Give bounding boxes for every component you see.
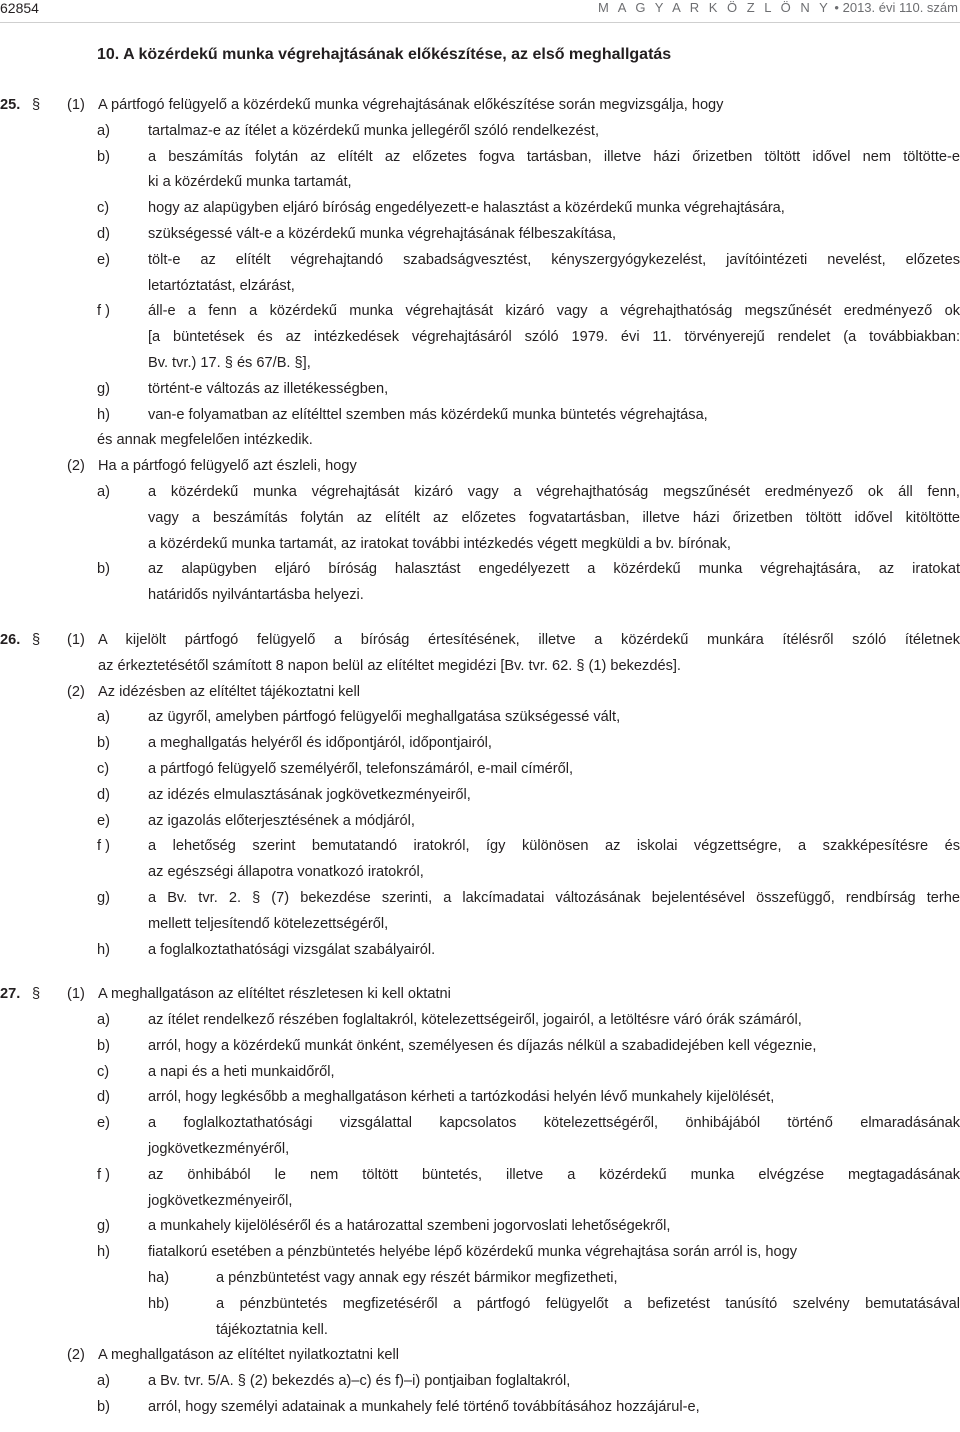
line-text: [a büntetések és az intézkedések végrehajtásáról szóló 1979. évi 11. törvényerejű rendelet (a továbbiakban: [148,329,960,346]
subsection-number: (1) [67,631,85,648]
line-text: a foglalkoztathatósági vizsgálattal kapcsolatos kötelezettségéről, önhibájából történő elmaradásának [148,1115,960,1132]
item-letter: b) [97,148,110,165]
running-header [598,0,958,16]
line-text: jogkövetkezményéről, [148,1141,290,1158]
item-letter: hb) [148,1295,170,1312]
text-line [0,454,960,480]
text-line [0,912,960,938]
line-text: az ítélet rendelkező részében foglaltakról, kötelezettségeiről, jogairól, a letöltésre váró órák számáról, [148,1012,802,1029]
line-text: ki a közérdekű munka tartamát, [148,174,352,191]
item-letter: c) [97,200,110,217]
item-letter: d) [97,225,110,242]
text-line [0,628,960,654]
line-text: A meghallgatáson az elítéltet nyilatkoztatni kell [98,1347,399,1364]
text-line [0,351,960,377]
text-line [0,1137,960,1163]
line-text: vagy a beszámítás folytán az elítélt az előzetes fogvatartásban, illetve házi őrizetben töltött idővel kitöltötte [148,509,960,526]
text-line [0,1189,960,1215]
text-line [0,480,960,506]
text-line [0,325,960,351]
text-line [0,783,960,809]
issue-number: 2013. évi 110. szám [842,0,958,15]
item-letter: d) [97,1089,110,1106]
line-text: A kijelölt pártfogó felügyelő a bíróság értesítésének, illetve a közérdekű munkára ítélésről szóló ítéletnek [98,631,960,648]
line-text: az érkeztetésétől számított 8 napon belül az elítéltet megidézi [Bv. tvr. 62. § (1) bekezdés]. [98,657,681,674]
paragraph-number: 27. [0,986,21,1003]
text-line [0,834,960,860]
subsection-number: (1) [67,986,85,1003]
subsection-number: (2) [67,458,85,475]
line-text: Bv. tvr.) 17. § és 67/B. §], [148,354,311,371]
line-text: a Bv. tvr. 5/A. § (2) bekezdés a)–c) és f)–i) pontjaiban foglaltakról, [148,1373,571,1390]
line-text: tölt-e az elítélt végrehajtandó szabadságvesztést, kényszergyógykezelést, javítóintézeti nevelést, előzetes [148,251,960,268]
line-text: az igazolás előterjesztésének a módjáról, [148,812,415,829]
header-rule [0,22,960,23]
line-text: mellett teljesítendő kötelezettségéről, [148,915,389,932]
text-line [0,377,960,403]
text-line [0,299,960,325]
line-text: a meghallgatás helyéről és időpontjáról, időpontjairól, [148,735,492,752]
line-text: van-e folyamatban az elítélttel szemben más közérdekű munka büntetés végrehajtása, [148,406,708,423]
text-line [0,403,960,429]
text-line [0,731,960,757]
text-line [0,557,960,583]
item-letter: e) [97,812,110,829]
text-line [0,886,960,912]
item-letter: e) [97,251,110,268]
line-text: a Bv. tvr. 2. § (7) bekezdése szerinti, a lakcímadatai változásának bejelentésével összefüggő, rendbírság terhe [148,889,960,906]
subsection-number: (1) [67,97,85,113]
text-line [0,860,960,886]
text-line [0,196,960,222]
text-line [0,809,960,835]
item-letter: g) [97,380,110,397]
item-letter: h) [97,941,110,958]
section-sign: § [32,97,41,113]
text-line [0,506,960,532]
item-letter: a) [97,483,110,500]
item-letter: b) [97,735,110,752]
text-line [0,654,960,680]
line-text: az ügyről, amelyben pártfogó felügyelői meghallgatása szükségessé vált, [148,709,621,726]
section-sign: § [32,631,41,648]
line-text: fiatalkorú esetében a pénzbüntetés helyébe lépő közérdekű munka végrehajtása során arról is, hogy [148,1244,798,1261]
line-text: a pártfogó felügyelő személyéről, telefonszámáról, e-mail címéről, [148,760,574,777]
line-text: a lehetőség szerint bemutatandó iratokról, így különösen az iskolai végzettségre, a szakképesítésre és [148,838,960,855]
item-letter: a) [97,1012,110,1029]
item-letter: g) [97,1218,110,1235]
item-letter: b) [97,1399,110,1416]
paragraph-number: 25. [0,97,21,113]
section-title: 10. A közérdekű munka végrehajtásának előkészítése, az első meghallgatás [97,46,672,63]
subsection-number: (2) [67,1347,85,1364]
item-letter: e) [97,1115,110,1132]
text-line [0,1163,960,1189]
line-text: A pártfogó felügyelő a közérdekű munka végrehajtásának előkészítése során megvizsgálja, hogy [98,97,724,113]
item-letter: f ) [97,1166,110,1183]
journal-title: M A G Y A R K Ö Z L Ö N Y [598,0,831,15]
line-text: jogkövetkezményeiről, [148,1192,293,1209]
paragraph-number: 26. [0,631,21,648]
text-line [0,1085,960,1111]
text-line [0,532,960,558]
document-body [0,93,960,1421]
text-line [0,1343,960,1369]
text-line [0,757,960,783]
text-line [0,705,960,731]
line-text: A meghallgatáson az elítéltet részletesen ki kell oktatni [98,986,451,1003]
text-line [0,1214,960,1240]
line-text: tartalmaz-e az ítélet a közérdekű munka jellegéről szóló rendelkezést, [148,122,600,139]
line-text: Ha a pártfogó felügyelő azt észleli, hogy [98,458,357,475]
page-number: 62854 [0,0,39,16]
item-letter: c) [97,1063,110,1080]
line-text: a munkahely kijelöléséről és a határozattal szembeni jogorvoslati lehetőségekről, [148,1218,671,1235]
text-line [0,145,960,171]
text-line [0,222,960,248]
text-line [0,1240,960,1266]
item-letter: f ) [97,838,110,855]
text-line [0,1034,960,1060]
line-text: áll-e a fenn a közérdekű munka végrehajtását kizáró vagy a végrehajthatóság megszűnését eredményező ok [148,303,960,320]
closing-text: és annak megfelelően intézkedik. [97,432,313,449]
line-text: a pénzbüntetést vagy annak egy részét bármikor megfizetheti, [216,1270,618,1287]
line-text: történt-e változás az illetékességben, [148,380,389,397]
line-text: arról, hogy a közérdekű munkát önként, személyesen és díjazás nélkül a szabadidejében kell végeznie, [148,1037,817,1054]
line-text: szükségessé vált-e a közérdekű munka végrehajtásának félbeszakítása, [148,225,617,242]
line-text: arról, hogy személyi adatainak a munkahely felé történő továbbításához hozzájárul-e, [148,1399,700,1416]
line-text: Az idézésben az elítéltet tájékoztatni kell [98,683,361,700]
bullet-separator: • [834,0,839,15]
line-text: a beszámítás folytán az elítélt az előzetes fogva tartásban, illetve házi őrizetben töltött idővel nem töltötte-e [148,148,960,165]
text-line [0,1266,960,1292]
line-text: a közérdekű munka tartamát, az iratokat további intézkedés végett megküldi a bv. bírónak, [148,535,731,552]
text-line [0,1369,960,1395]
item-letter: a) [97,1373,110,1390]
item-letter: b) [97,561,110,578]
text-line [0,274,960,300]
item-letter: b) [97,1037,110,1054]
text-line [0,583,960,609]
item-letter: f ) [97,303,110,320]
text-line [0,170,960,196]
line-text: a napi és a heti munkaidőről, [148,1063,335,1080]
text-line [0,93,960,119]
item-letter: d) [97,786,110,803]
line-text: hogy az alapügyben eljáró bíróság engedélyezett-e halasztást a közérdekű munka végrehajtására, [148,200,785,217]
item-letter: ha) [148,1270,170,1287]
line-text: az egészségi állapotra vonatkozó iratokról, [148,864,424,881]
item-letter: h) [97,406,110,423]
text-line [0,938,960,964]
line-text: a közérdekű munka végrehajtását kizáró vagy a végrehajthatóság megszűnését eredményező ok áll fenn, [148,483,960,500]
subsection-number: (2) [67,683,85,700]
text-line [0,1008,960,1034]
text-line [0,1292,960,1318]
text-line [0,680,960,706]
item-letter: a) [97,709,110,726]
line-text: az idézés elmulasztásának jogkövetkezményeiről, [148,786,471,803]
text-line [0,1318,960,1344]
line-text: a foglalkoztathatósági vizsgálat szabályairól. [148,941,436,958]
text-line [0,119,960,145]
text-line [0,1111,960,1137]
line-text: letartóztatást, elzárást, [148,277,295,294]
line-text: az önhibából le nem töltött büntetés, illetve a közérdekű munka elvégzése megtagadásának [148,1166,960,1183]
item-letter: a) [97,122,110,139]
line-text: határidős nyilvántartásba helyezi. [148,587,364,604]
item-letter: g) [97,889,110,906]
text-line [0,248,960,274]
item-letter: c) [97,760,110,777]
text-line [0,1060,960,1086]
line-text: az alapügyben eljáró bíróság halasztást engedélyezett a közérdekű munka végrehajtására, az iratokat [148,561,960,578]
item-letter: h) [97,1244,110,1261]
text-line [0,982,960,1008]
line-text: arról, hogy legkésőbb a meghallgatáson kérheti a tartózkodási helyén lévő munkahely kijelölését, [148,1089,775,1106]
text-line [0,1395,960,1421]
line-text: a pénzbüntetés megfizetéséről a pártfogó felügyelőt a befizetést tanúsító szelvény bemutatásával [216,1295,960,1312]
line-text: tájékoztatnia kell. [216,1321,328,1338]
text-line [0,428,960,454]
section-sign: § [32,986,41,1003]
